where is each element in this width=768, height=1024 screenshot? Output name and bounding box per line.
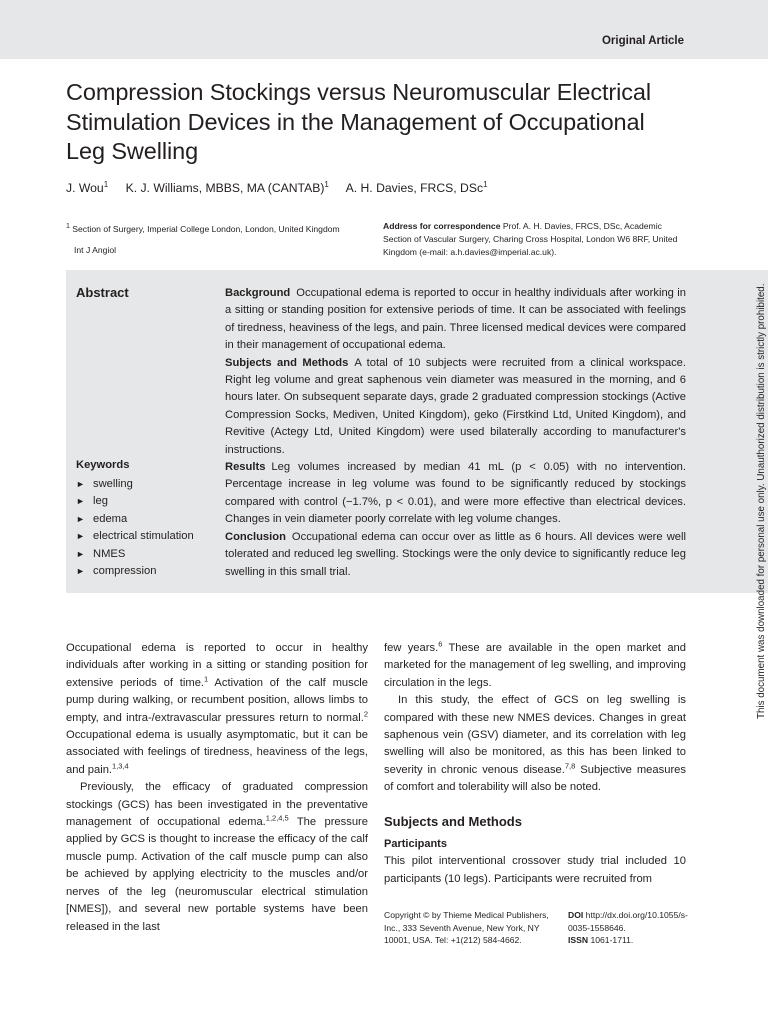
keyword-item: ► compression: [76, 563, 194, 580]
arrow-icon: ►: [76, 566, 85, 577]
correspondence-address: Address for correspondence Prof. A. H. Davies, FRCS, DSc, Academic Section of Vascular Surgery, Charing Cross Hospital, London W6 8RF, United Kingdom (e-mail: a.h.davies@imperial.ac.uk).: [383, 221, 678, 258]
subsection-heading: Participants: [384, 838, 447, 851]
abstract-section-background: Background Occupational edema is reported to occur in healthy individuals after working in a sitting or standing position for extensive periods of time. It can be associated with feelings of tiredness, heaviness of the legs, and pain. Three licensed medical devices were compared in their management of occupational edema.: [225, 287, 686, 352]
keyword-item: ► swelling: [76, 476, 194, 493]
abstract-heading: Abstract: [76, 285, 129, 300]
arrow-icon: ►: [76, 548, 85, 559]
author-list: [66, 180, 502, 195]
author: J. Wou$^1$: [66, 180, 109, 196]
keyword-item: ► electrical stimulation: [76, 528, 194, 545]
article-title: Compression Stockings versus Neuromuscular Electrical Stimulation Devices in the Management of Occupational Leg Swelling: [66, 79, 652, 164]
article-type-label: Original Article: [601, 35, 684, 47]
body-paragraph: Previously, the efficacy of graduated compression stockings (GCS) has been investigated in the preventative management of occupational edema.$^{1,2,4,5}$ The pressure applied by GCS is thought to increase the efficacy of the calf muscle pump. Activation of the calf muscle pump can also be achieved by applying electricity to the muscles and/or nerves of the leg (neuromuscular electrical stimulation [NMES]), and several new portable systems have been released in the last: [66, 781, 368, 933]
copyright-notice: Copyright © by Thieme Medical Publishers, Inc., 333 Seventh Avenue, New York, NY 10001, USA. Tel: +1(212) 584-4662.: [384, 910, 549, 946]
body-column-right: [384, 640, 686, 888]
doi-link[interactable]: http://dx.doi.org/10.1055/s-0035-1558646.: [568, 910, 688, 933]
body-paragraph: In this study, the effect of GCS on leg swelling is compared with these new NMES devices. Changes in great saphenous vein (GSV) diameter, and its correlation with leg swelling will also be monitored, as this has been linked to severity in chronic venous disease.$^{7,8}$ Subjective measures of comfort and tolerability will also be noted.: [384, 694, 686, 794]
keyword-item: ► leg: [76, 493, 194, 510]
section-heading: Subjects and Methods: [384, 813, 522, 829]
header-band: [0, 0, 768, 59]
doi-info: DOI http://dx.doi.org/10.1055/s-0035-1558646. ISSN 1061-1711.: [568, 910, 688, 946]
abstract-section-conclusion: Conclusion Occupational edema can occur over as little as 6 hours. All devices were well tolerated and reduced leg swelling. Stockings were the only device to significantly reduce leg swelling in this small trial.: [225, 530, 686, 578]
keyword-item: ► edema: [76, 511, 194, 528]
body-paragraph: few years.$^6$ These are available in the open market and marketed for the management of leg swelling, and improving circulation in the legs.: [384, 639, 687, 689]
body-paragraph: This pilot interventional crossover study trial included 10 participants (10 legs). Participants were recruited from: [384, 855, 686, 885]
journal-name: Int J Angiol: [74, 245, 117, 255]
download-notice: This document was downloaded for personal use only. Unauthorized distribution is strictly prohibited.: [756, 284, 767, 720]
abstract-body: [225, 285, 686, 581]
abstract-section-methods: Subjects and Methods A total of 10 subjects were recruited from a clinical workspace. Right leg volume and great saphenous vein diameter was measured in the morning, and 6 hours later. On subsequent separate days, grade 2 graduated compression stockings (Active Compression Socks, Mediven, United Kingdom), geko (Firstkind Ltd, United Kingdom), and Revitive (Actegy Ltd, United Kingdom) were used bilaterally according to manufacturer's instructions.: [225, 356, 686, 456]
author: A. H. Davies, FRCS, DSc$^1$: [345, 180, 488, 196]
keywords-heading: Keywords: [76, 459, 130, 471]
arrow-icon: ►: [76, 531, 85, 542]
arrow-icon: ►: [76, 479, 85, 489]
keyword-item: ► NMES: [76, 546, 194, 563]
arrow-icon: ►: [76, 513, 85, 524]
abstract-section-results: Results Leg volumes increased by median 41 mL (p < 0.05) with no intervention. Percentage increase in leg volume was found to be significantly reduced by stockings compared with control (−1.7%, p < 0.01), and were more effective than electrical devices. Changes in vein diameter poorly correlate with leg volume changes.: [225, 461, 686, 526]
body-column-left: [66, 640, 368, 936]
author: K. J. Williams, MBBS, MA (CANTAB)$^1$: [125, 180, 329, 196]
body-paragraph: Occupational edema is reported to occur in healthy individuals after working in a sitting or standing position for extensive periods of time.$^1$ Activation of the calf muscle pump during walking, or recumbent position, allows limbs to empty, and intra-/extravascular pressures return to normal.$^2$ Occupational edema is usually asymptomatic, but it can be associated with feelings of tiredness, heaviness of the legs, and pain.$^{1,3,4}$: [66, 642, 369, 776]
affiliation: $^1$ Section of Surgery, Imperial College London, London, United Kingdom: [66, 223, 340, 234]
keywords-list: [76, 476, 194, 580]
arrow-icon: ►: [76, 496, 85, 507]
